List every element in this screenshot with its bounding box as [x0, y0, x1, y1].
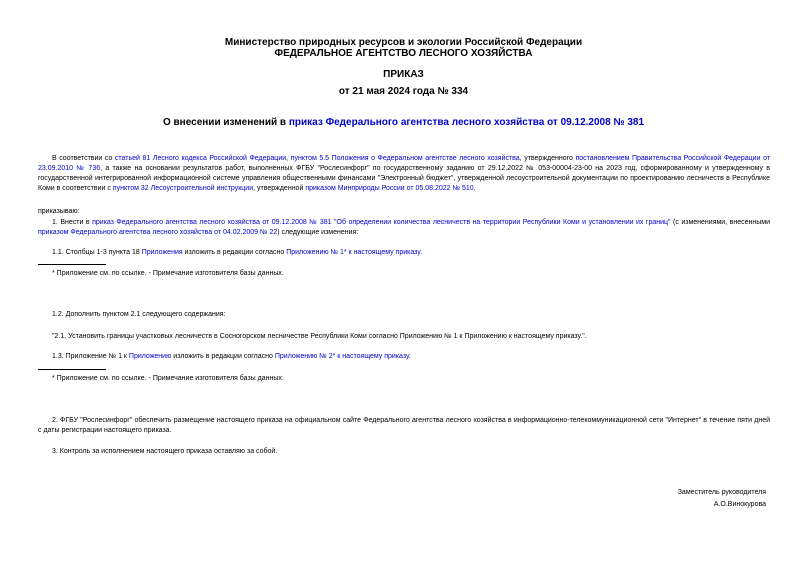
item-1-1-text-2: изложить в редакции согласно — [182, 249, 287, 256]
preamble-text-5: , утвержденной — [253, 185, 306, 192]
item-1 — [38, 218, 770, 238]
item-1-3-text-1: 1.3. Приложение № 1 к — [52, 353, 129, 360]
item-1-text-2: (с изменениями, внесенными — [670, 219, 771, 226]
link-regulation[interactable]: пунктом 5.5 Положения о Федеральном агентстве лесного хозяйства — [290, 155, 520, 162]
preamble-text-6: . — [473, 185, 476, 192]
title-prefix: О внесении изменений в — [162, 117, 289, 128]
link-order-22[interactable]: приказом Федерального агентства лесного хозяйства от 04.02.2009 № 22 — [38, 229, 278, 236]
signature-block — [678, 487, 766, 511]
footnote-divider — [38, 264, 106, 265]
item-1-3-text-2: изложить в редакции согласно — [171, 353, 275, 360]
item-1-text-3: ) следующие изменения: — [277, 229, 359, 236]
footnote-1: * Приложение см. по ссылке. - Примечание изготовителя базы данных. — [52, 270, 284, 277]
order-word: приказываю: — [38, 208, 80, 215]
signatory-position: Заместитель руководителя — [677, 489, 766, 496]
link-forest-instruction[interactable]: пунктом 32 Лесоустроительной инструкции — [112, 185, 254, 192]
item-1-2-quote: "2.1. Установить границы участковых лесничеств в Сосногорском лесничестве Республики Коми согласно Приложению № 1 к Приложению к настоящему приказу.". — [52, 333, 587, 340]
preamble-text-1: В соответствии со — [52, 155, 115, 162]
item-3: 3. Контроль за исполнением настоящего приказа оставляю за собой. — [52, 448, 278, 455]
agency-name: ФЕДЕРАЛЬНОЕ АГЕНТСТВО ЛЕСНОГО ХОЗЯЙСТВА — [274, 48, 533, 59]
link-appendix-main[interactable]: Приложению — [128, 353, 172, 360]
item-1-1 — [52, 248, 422, 258]
preamble-text-3: , утвержденного — [519, 155, 576, 162]
item-1-2: 1.2. Дополнить пунктом 2.1 следующего содержания: — [52, 311, 226, 318]
footnote-2: * Приложение см. по ссылке. - Примечание изготовителя базы данных. — [52, 375, 284, 382]
preamble-text-2: , — [286, 155, 291, 162]
link-forest-code[interactable]: статьей 81 Лесного кодекса Российской Федерации — [114, 155, 287, 162]
ministry-name: Министерство природных ресурсов и экологии Российской Федерации — [224, 37, 583, 48]
preamble-text-4: , а также на основании результатов работ, выполненных ФГБУ "Рослесинфорг" по государственному заданию от 29.12.2022 № 053-00004-23-00 на 2023 год, сформированному и утвержденному в государственной интегрированной информационной системе управления общественными финансами "Электронный бюджет", утвержденной лесоустроительной документации по проектированию лесничеств в Республике Коми в соответствии с — [38, 165, 770, 192]
link-appendix-1[interactable]: Приложению № 1* к настоящему приказу — [286, 249, 421, 256]
item-1-1-text-1: 1.1. Столбцы 1-3 пункта 18 — [52, 249, 142, 256]
doc-date-number: от 21 мая 2024 года № 334 — [338, 86, 469, 97]
link-government-decree[interactable]: постановлением Правительства Российской Федерации от 23.09.2010 № 736 — [38, 155, 771, 172]
link-order-381[interactable]: приказ Федерального агентства лесного хозяйства от 09.12.2008 № 381 "Об определении количества лесничеств на территории Республики Коми и установлении их границ" — [92, 219, 671, 226]
doc-title — [0, 117, 807, 128]
item-1-text-1: 1. Внести в — [52, 219, 93, 226]
link-appendix[interactable]: Приложения — [141, 249, 183, 256]
item-1-1-text-3: . — [420, 249, 423, 256]
link-minprirody-order[interactable]: приказом Минприроды России от 05.08.2022 № 510 — [305, 185, 474, 192]
item-1-3 — [52, 352, 411, 362]
link-appendix-2[interactable]: Приложению № 2* к настоящему приказу — [274, 353, 409, 360]
signatory-name: А.О.Винокурова — [713, 501, 766, 508]
item-1-3-text-3: . — [408, 353, 411, 360]
title-link[interactable]: приказ Федерального агентства лесного хозяйства от 09.12.2008 № 381 — [288, 117, 645, 128]
doc-type: ПРИКАЗ — [383, 69, 424, 80]
footnote-divider — [38, 369, 106, 370]
item-2: 2. ФГБУ "Рослесинфорг" обеспечить размещение настоящего приказа на официальном сайте Федерального агентства лесного хозяйства в информационно-телекоммуникационной сети "Интернет" в течение пяти дней с даты регистрации настоящего приказа. — [38, 417, 770, 434]
preamble — [38, 154, 770, 194]
